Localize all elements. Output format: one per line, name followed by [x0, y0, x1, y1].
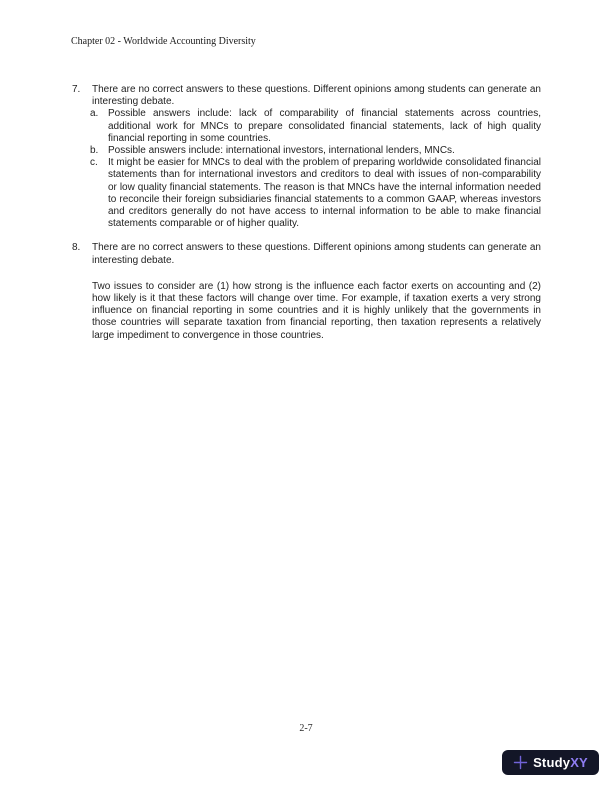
- sub-item-a: [90, 108, 541, 145]
- sub-item-text: Possible answers include: international investors, international lenders, MNCs.: [108, 145, 455, 157]
- sub-item-text: Possible answers include: lack of comparability of financial statements across countries, additional work for MNCs to prepare consolidated financial statements, lack of high quality financial reporting in some countries.: [108, 108, 541, 144]
- studyxy-logo-badge[interactable]: [502, 750, 599, 775]
- item-number: 8.: [72, 242, 81, 254]
- sub-item-letter: c.: [90, 157, 98, 169]
- sub-answer-list: [90, 108, 541, 230]
- sub-item-text: It might be easier for MNCs to deal with the problem of preparing worldwide consolidated financial statements than for international investors and creditors to deal with issues of non-comparability or low quality financial statements. The reason is that MNCs have the internal information needed to reconcile their foreign subsidiaries financial statements to a common GAAP, whereas investors and creditors generally do not have access to internal information to be able to make financial statements comparable or of higher quality.: [108, 157, 541, 230]
- discussion-paragraph: Two issues to consider are (1) how strong is the influence each factor exerts on accounting and (2) how likely is it that these factors will change over time. For example, if taxation exerts a very strong influence on financial reporting in some countries and it is highly unlikely that the governments in those countries will separate taxation from financial reporting, then taxation represents a relatively large impediment to convergence in those countries.: [92, 280, 541, 341]
- page-number: 2-7: [299, 723, 313, 734]
- brand-text-secondary: XY: [570, 755, 588, 770]
- sub-item-c: [90, 157, 541, 230]
- question-item-7: [72, 84, 541, 230]
- item-text: There are no correct answers to these questions. Different opinions among students can generate an interesting debate.: [92, 84, 541, 108]
- sub-item-letter: b.: [90, 145, 99, 157]
- running-header: Chapter 02 - Worldwide Accounting Diversity: [71, 36, 256, 47]
- item-text: There are no correct answers to these questions. Different opinions among students can generate an interesting debate.: [92, 242, 541, 266]
- question-item-8: [72, 242, 541, 341]
- page-content: [72, 84, 541, 342]
- brand-text: [533, 756, 588, 769]
- plus-icon: [513, 755, 528, 770]
- brand-text-primary: Study: [533, 755, 571, 770]
- sub-item-letter: a.: [90, 108, 99, 120]
- item-number: 7.: [72, 84, 81, 95]
- sub-item-b: [90, 145, 541, 157]
